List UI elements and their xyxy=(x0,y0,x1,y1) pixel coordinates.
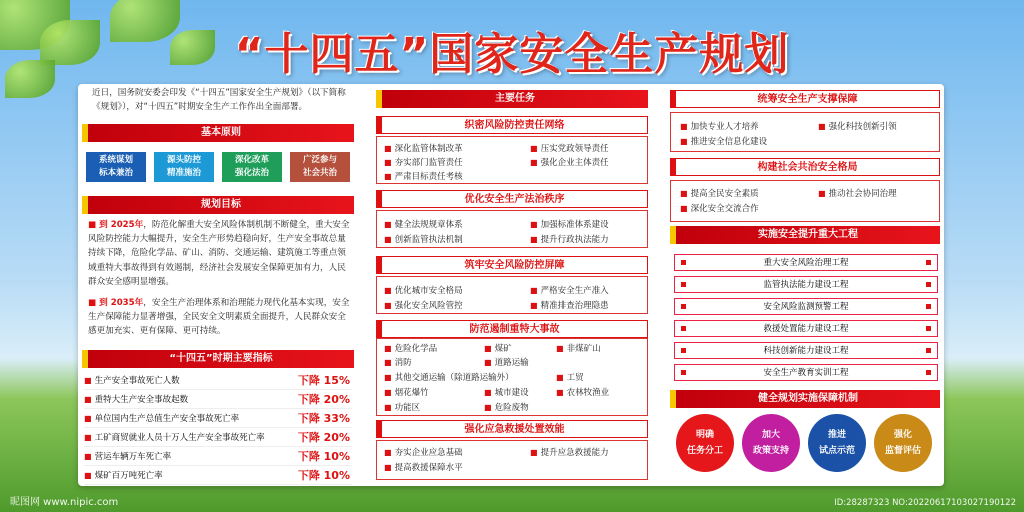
task-section-header: 防范遏制重特大事故 xyxy=(376,320,648,338)
principle-tag: 广泛参与 社会共治 xyxy=(290,152,350,182)
page-title: “十四五”国家安全生产规划 xyxy=(234,29,790,80)
support-item: ■ 强化科技创新引领 xyxy=(818,120,897,132)
task-item: ■ 严肃目标责任考核 xyxy=(384,170,463,182)
task-item: ■ 深化监管体制改革 xyxy=(384,142,463,154)
intro-text: 近日，国务院安委会印发《“十四五”国家安全生产规划》（以下简称《规划》），对“十四五”时期安全生产工作作出全面部署。 xyxy=(92,88,346,113)
task-section-header: 织密风险防控责任网络 xyxy=(376,116,648,134)
task-item: ■ 其他交通运输（除道路运输外） xyxy=(384,371,514,383)
goals-header: 规划目标 xyxy=(82,196,354,214)
task-section-header: 强化应急救援处置效能 xyxy=(376,420,648,438)
social-item: ■ 提高全民安全素质 xyxy=(680,187,759,199)
mechanism-circle: 加大 政策支持 xyxy=(742,414,800,472)
task-item: ■ 非煤矿山 xyxy=(556,342,601,354)
task-item: ■ 危险废物 xyxy=(484,401,529,413)
project-item: 安全生产教育实训工程 xyxy=(674,364,938,381)
task-section-header: 优化安全生产法治秩序 xyxy=(376,190,648,208)
task-item: ■ 城市建设 xyxy=(484,386,529,398)
task-item: ■ 优化城市安全格局 xyxy=(384,284,463,296)
goal-2025-text: ■ 到 2025年，防范化解重大安全风险体制机制不断健全，重大安全风险防控能力大幅提升，安全生产形势趋稳向好，生产安全事故总量持续下降，危险化学品、矿山、消防、交通运输、建筑施工等重点领域重特大事故得到有效遏制，经济社会发展安全保障更加有力，人民群众安全感明显增强。 xyxy=(88,220,350,287)
mechanism-header: 健全规划实施保障机制 xyxy=(670,390,940,408)
task-section-header: 筑牢安全风险防控屏障 xyxy=(376,256,648,274)
task-item: ■ 提升应急救援能力 xyxy=(530,446,609,458)
task-item: ■ 道路运输 xyxy=(484,356,529,368)
task-item: ■ 农林牧渔业 xyxy=(556,386,609,398)
task-item: ■ 夯实企业应急基础 xyxy=(384,446,463,458)
indicator-row: ■ 工矿商贸就业人员十万人生产安全事故死亡率 下降 20% xyxy=(84,429,352,447)
support-item: ■ 加快专业人才培养 xyxy=(680,120,759,132)
project-item: 安全风险监测预警工程 xyxy=(674,298,938,315)
principle-tag: 深化改革 强化法治 xyxy=(222,152,282,182)
project-item: 科技创新能力建设工程 xyxy=(674,342,938,359)
support-item: ■ 推进安全信息化建设 xyxy=(680,135,767,147)
mechanism-circle: 强化 监督评估 xyxy=(874,414,932,472)
task-item: ■ 健全法规规章体系 xyxy=(384,218,463,230)
watermark-left: 昵图网 www.nipic.com xyxy=(10,497,119,508)
indicator-row: ■ 营运车辆万车死亡率 下降 10% xyxy=(84,448,352,466)
task-item: ■ 工贸 xyxy=(556,371,584,383)
principles-header: 基本原则 xyxy=(82,124,354,142)
principle-tag: 源头防控 精准施治 xyxy=(154,152,214,182)
indicator-row: ■ 单位国内生产总值生产安全事故死亡率 下降 33% xyxy=(84,410,352,428)
project-item: 监管执法能力建设工程 xyxy=(674,276,938,293)
main-panel xyxy=(78,84,944,486)
watermark-right: ID:28287323 NO:20220617103027190122 xyxy=(834,498,1016,508)
task-item: ■ 压实党政领导责任 xyxy=(530,142,609,154)
mechanism-circle: 推进 试点示范 xyxy=(808,414,866,472)
task-item: ■ 烟花爆竹 xyxy=(384,386,429,398)
task-item: ■ 提高救援保障水平 xyxy=(384,461,463,473)
right-column xyxy=(668,84,944,486)
task-item: ■ 提升行政执法能力 xyxy=(530,233,609,245)
task-item: ■ 危险化学品 xyxy=(384,342,437,354)
project-item: 重大安全风险治理工程 xyxy=(674,254,938,271)
task-item: ■ 功能区 xyxy=(384,401,420,413)
left-column xyxy=(78,84,358,486)
indicator-row: ■ 重特大生产安全事故起数 下降 20% xyxy=(84,391,352,409)
mechanism-circle: 明确 任务分工 xyxy=(676,414,734,472)
middle-column xyxy=(374,84,650,486)
social-item: ■ 深化安全交流合作 xyxy=(680,202,759,214)
principle-tag: 系统谋划 标本兼治 xyxy=(86,152,146,182)
indicators-header: “十四五”时期主要指标 xyxy=(82,350,354,368)
task-item: ■ 创新监管执法机制 xyxy=(384,233,463,245)
social-header: 构建社会共治安全格局 xyxy=(670,158,940,176)
project-item: 救援处置能力建设工程 xyxy=(674,320,938,337)
task-item: ■ 夯实部门监管责任 xyxy=(384,156,463,168)
main-tasks-header: 主要任务 xyxy=(376,90,648,108)
goal-2035-text: ■ 到 2035年，安全生产治理体系和治理能力现代化基本实现，安全生产保障能力显著增强，全民安全文明素质全面提升，人民群众安全感更加充实、更有保障、更可持续。 xyxy=(88,298,350,337)
social-item: ■ 推动社会协同治理 xyxy=(818,187,897,199)
task-item: ■ 强化安全风险管控 xyxy=(384,299,463,311)
task-item: ■ 精准排查治理隐患 xyxy=(530,299,609,311)
task-item: ■ 强化企业主体责任 xyxy=(530,156,609,168)
projects-header: 实施安全提升重大工程 xyxy=(670,226,940,244)
task-item: ■ 消防 xyxy=(384,356,412,368)
task-item: ■ 煤矿 xyxy=(484,342,512,354)
indicator-row: ■ 生产安全事故死亡人数 下降 15% xyxy=(84,372,352,390)
task-item: ■ 严格安全生产准入 xyxy=(530,284,609,296)
support-header: 统筹安全生产支撑保障 xyxy=(670,90,940,108)
task-item: ■ 加强标准体系建设 xyxy=(530,218,609,230)
indicator-row: ■ 煤矿百万吨死亡率 下降 10% xyxy=(84,467,352,485)
